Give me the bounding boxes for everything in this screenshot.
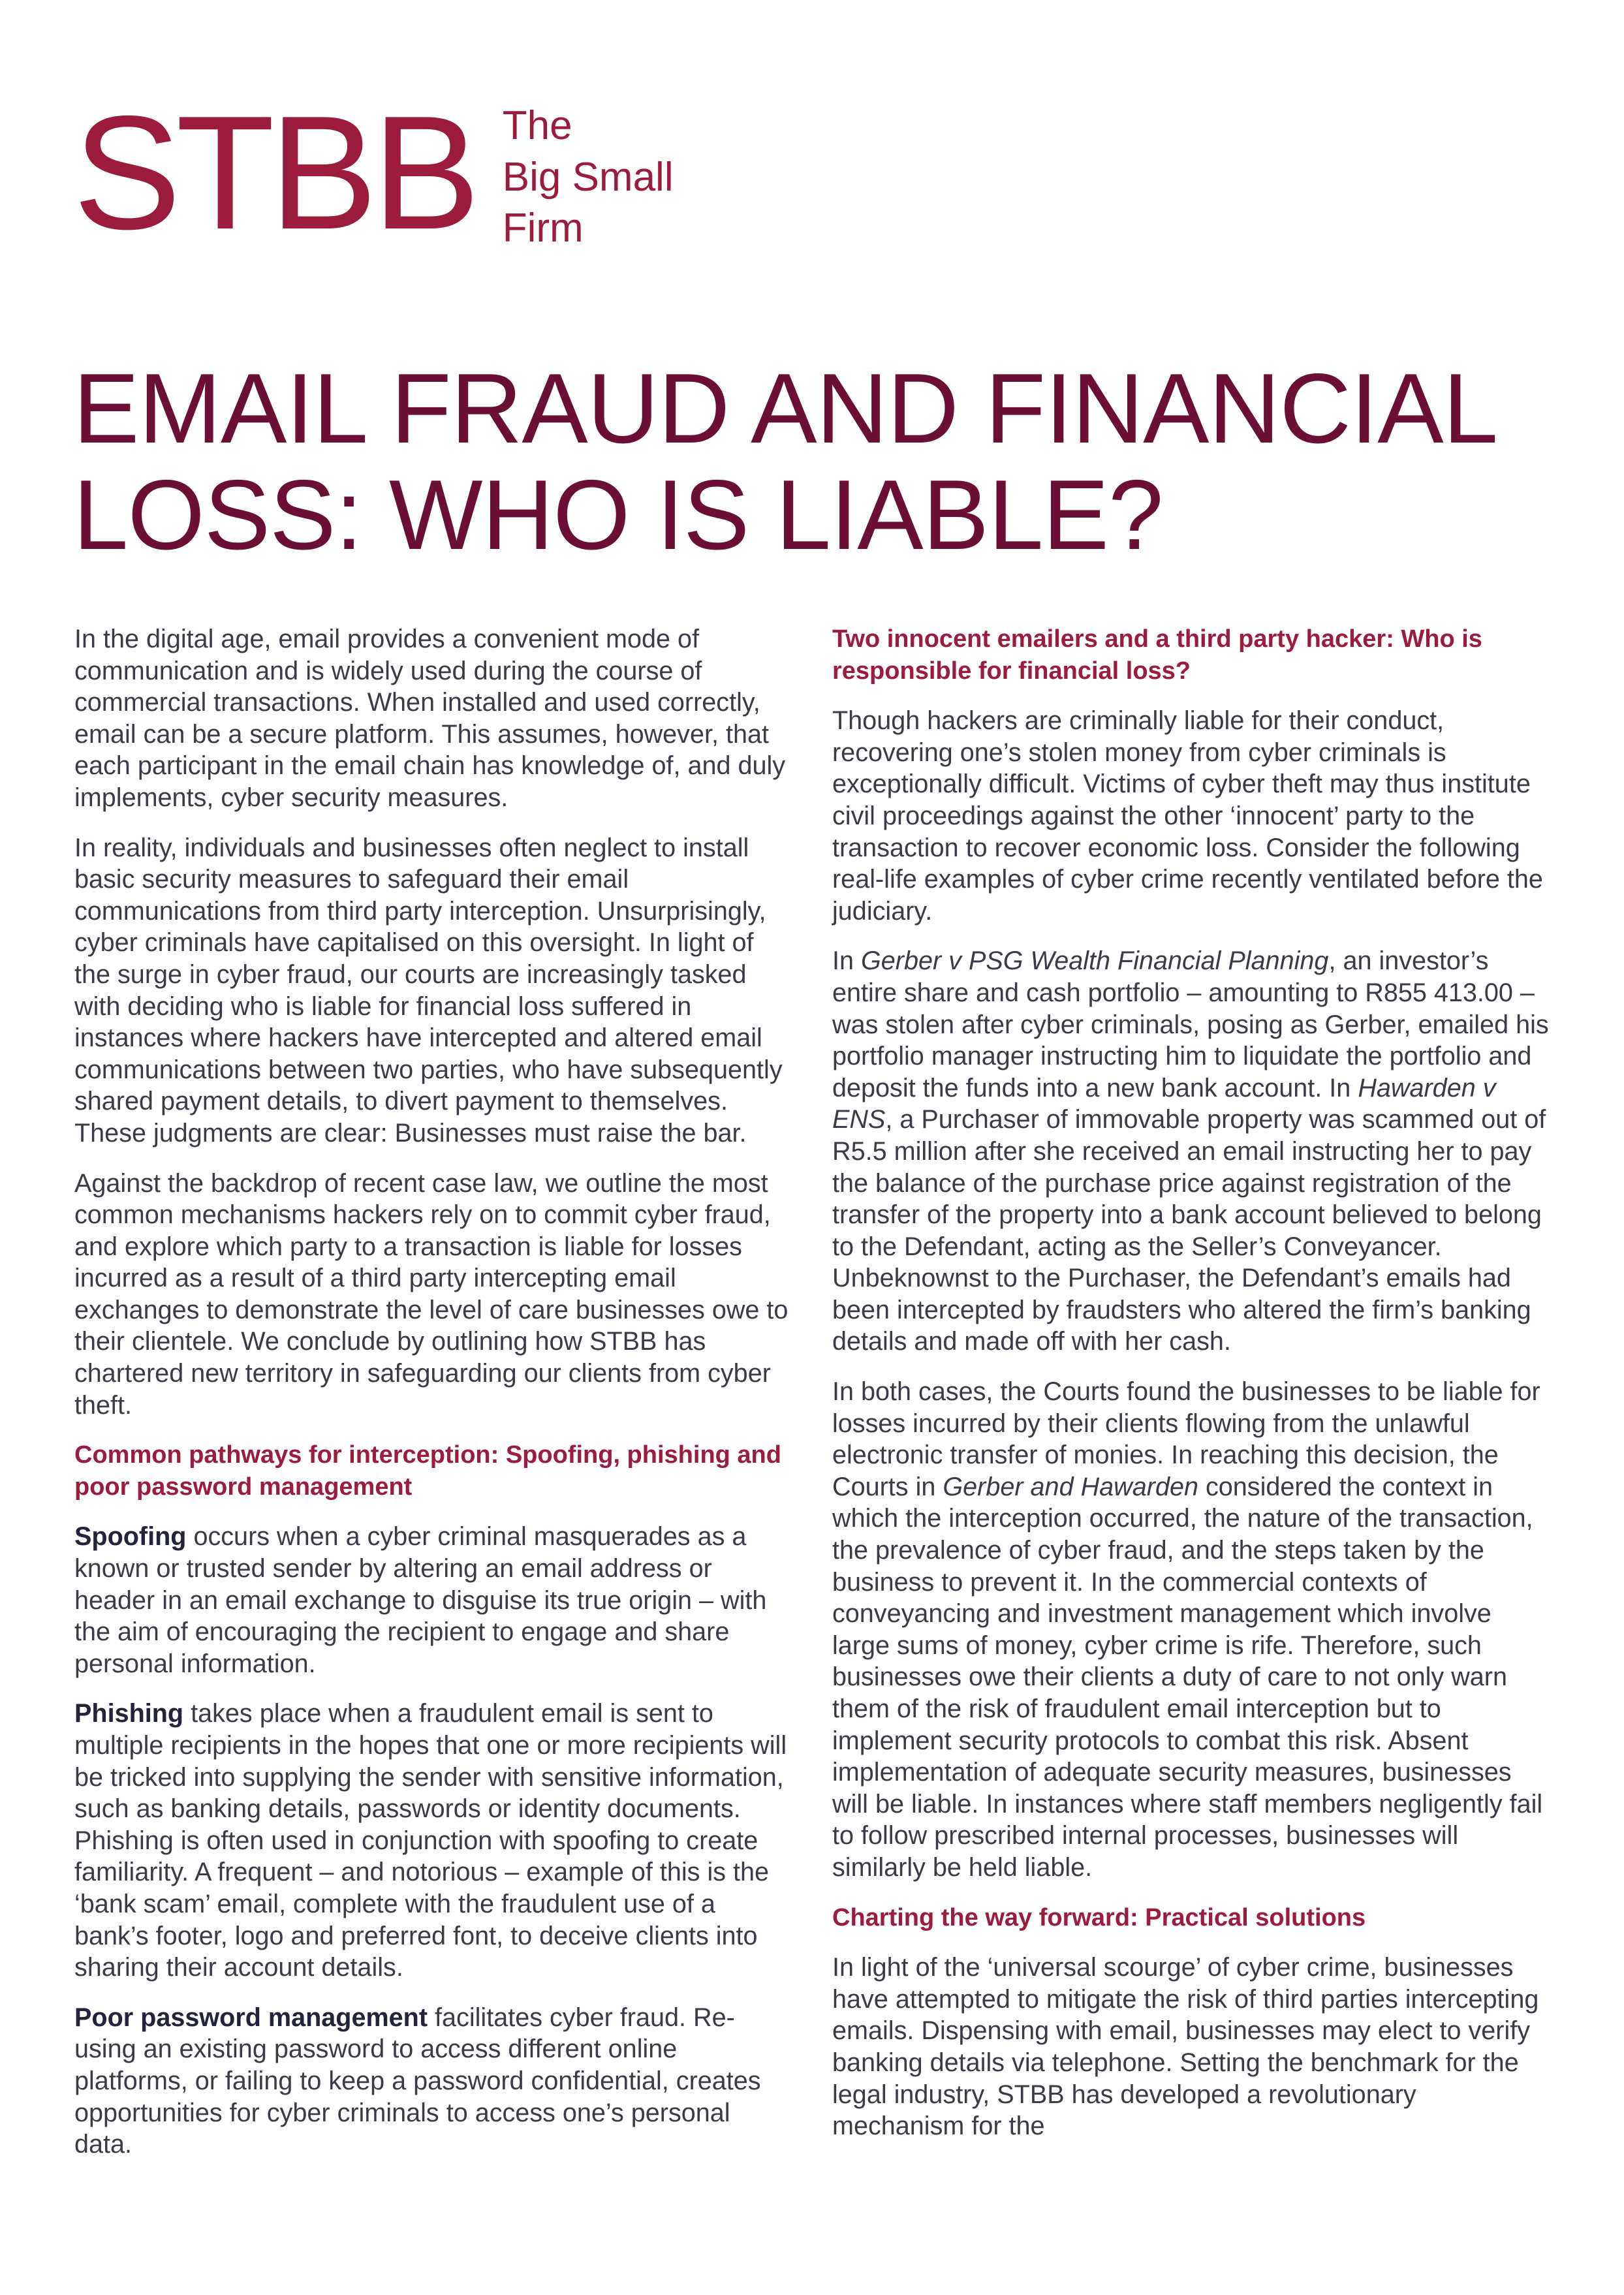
backdrop-paragraph: Against the backdrop of recent case law, we outline the most common mechanisms hackers rely on to commit cyber fraud, and explore which party to a transaction is liable for losses incurred as a result of a third party intercepting email exchanges to demonstrate the level of care businesses owe to their clientele. We conclude by outlining how STBB has chartered new territory in safeguarding our clients from cyber theft.: [74, 1168, 789, 1420]
case-names: Gerber and Hawarden: [943, 1472, 1198, 1501]
section-heading-responsibility: Two innocent emailers and a third party hacker: Who is responsible for financial loss?: [832, 625, 1482, 685]
article-headline: EMAIL FRAUD AND FINANCIAL LOSS: WHO IS LIABLE?: [73, 353, 1494, 570]
findings-text-a: In both cases, the Courts found the businesses to be liable for losses incurred by their clients flowing from the unlawful electronic transfer of monies. In reaching this decision, the Courts in: [832, 1377, 1540, 1501]
phishing-text: takes place when a fraudulent email is sent to multiple recipients in the hopes that one or more recipients will be tricked into supplying the sender with sensitive information, such as banking details, passwords or identity documents. Phishing is often used in conjunction with spoofing to create familiarity. A frequent – and notorious – example of this is the ‘bank scam’ email, complete with the fraudulent use of a bank’s footer, logo and preferred font, to deceive clients into sharing their account details.: [74, 1699, 787, 1982]
tagline-line-1: The: [502, 103, 572, 148]
reality-paragraph: In reality, individuals and businesses often neglect to install basic security measures to safeguard their email communications from third party interception. Unsurprisingly, cyber criminals have capitalised on this oversight. In light of the surge in cyber fraud, our courts are increasingly tasked with deciding who is liable for financial loss suffered in instances where hackers have intercepted and altered email communications between two parties, who have subsequently shared payment details, to divert payment to themselves. These judgments are clear: Businesses must raise the bar.: [74, 833, 783, 1148]
password-text: facilitates cyber fraud. Re-using an existing password to access different online platforms, or failing to keep a password confidential, creates opportunities for cyber criminals to access one’s personal data.: [74, 2003, 761, 2159]
cases-text-a: In: [832, 946, 862, 976]
spoofing-term: Spoofing: [74, 1522, 187, 1552]
password-paragraph: [74, 2002, 792, 2161]
cases-text-c: , a Purchaser of immovable property was scammed out of R5.5 million after she received an email instructing her to pay the balance of the purchase price against registration of the transfer of the property into a bank account believed to belong to the Defendant, acting as the Seller’s Conveyancer. Unbeknownst to the Purchaser, the Defendant’s emails had been intercepted by fraudsters who altered the firm’s banking details and made off with her cash.: [832, 1105, 1546, 1356]
case-gerber: Gerber v PSG Wealth Financial Planning: [861, 946, 1329, 976]
findings-paragraph: [832, 1376, 1550, 1884]
phishing-paragraph: [74, 1698, 792, 1983]
spoofing-text: occurs when a cyber criminal masquerades as a known or trusted sender by altering an email address or header in an email exchange to disguise its true origin – with the aim of encouraging the recipient to engage and share personal information.: [74, 1522, 767, 1678]
phishing-term: Phishing: [74, 1699, 184, 1728]
findings-text-b: considered the context in which the interception occurred, the nature of the transaction, the prevalence of cyber fraud, and the steps taken by the business to prevent it. In the commercial contexts of conveyancing and investment management which involve large sums of money, cyber crime is rife. Therefore, such businesses owe their clients a duty of care to not only warn them of the risk of fraudulent email interception but to implement security protocols to combat this risk. Absent implementation of adequate security measures, businesses will be liable. In instances where staff members negligently fail to follow prescribed internal processes, businesses will similarly be held liable.: [832, 1472, 1543, 1882]
tagline-line-3: Firm: [502, 206, 584, 251]
section-heading-pathways: Common pathways for interception: Spoofing, phishing and poor password management: [74, 1441, 781, 1501]
solutions-paragraph: In light of the ‘universal scourge’ of cyber crime, businesses have attempted to mitigate the risk of third parties intercepting emails. Dispensing with email, businesses may elect to verify banking details via telephone. Setting the benchmark for the legal industry, STBB has developed a revolutionary mechanism for the: [832, 1953, 1539, 2141]
section-heading-solutions: Charting the way forward: Practical solutions: [832, 1903, 1366, 1931]
logo-mark: STBB: [73, 82, 475, 263]
logo-tagline: [503, 101, 674, 255]
intro-paragraph: In the digital age, email provides a convenient mode of communication and is widely used during the course of commercial transactions. When installed and used correctly, email can be a secure platform. This assumes, however, that each participant in the email chain has knowledge of, and duly implements, cyber security measures.: [74, 625, 786, 812]
firm-logo: [73, 82, 674, 263]
right-column: [832, 623, 1550, 2161]
password-term: Poor password management: [74, 2003, 428, 2032]
spoofing-paragraph: [74, 1521, 792, 1679]
cases-text-b: , an investor’s entire share and cash portfolio – amounting to R855 413.00 – was stolen after cyber criminals, posing as Gerber, emailed his portfolio manager instructing him to liquidate the portfolio and deposit the funds into a new bank account. In: [832, 946, 1549, 1102]
case-hawarden: Hawarden v ENS: [832, 1073, 1496, 1134]
tagline-line-2: Big Small: [502, 154, 674, 200]
left-column: [74, 623, 792, 2179]
hackers-paragraph: Though hackers are criminally liable for their conduct, recovering one’s stolen money from cyber criminals is exceptionally difficult. Victims of cyber theft may thus institute civil proceedings against the other ‘innocent’ party to the transaction to recover economic loss. Consider the following real-life examples of cyber crime recently ventilated before the judiciary.: [832, 706, 1543, 926]
cases-paragraph: [832, 945, 1550, 1358]
